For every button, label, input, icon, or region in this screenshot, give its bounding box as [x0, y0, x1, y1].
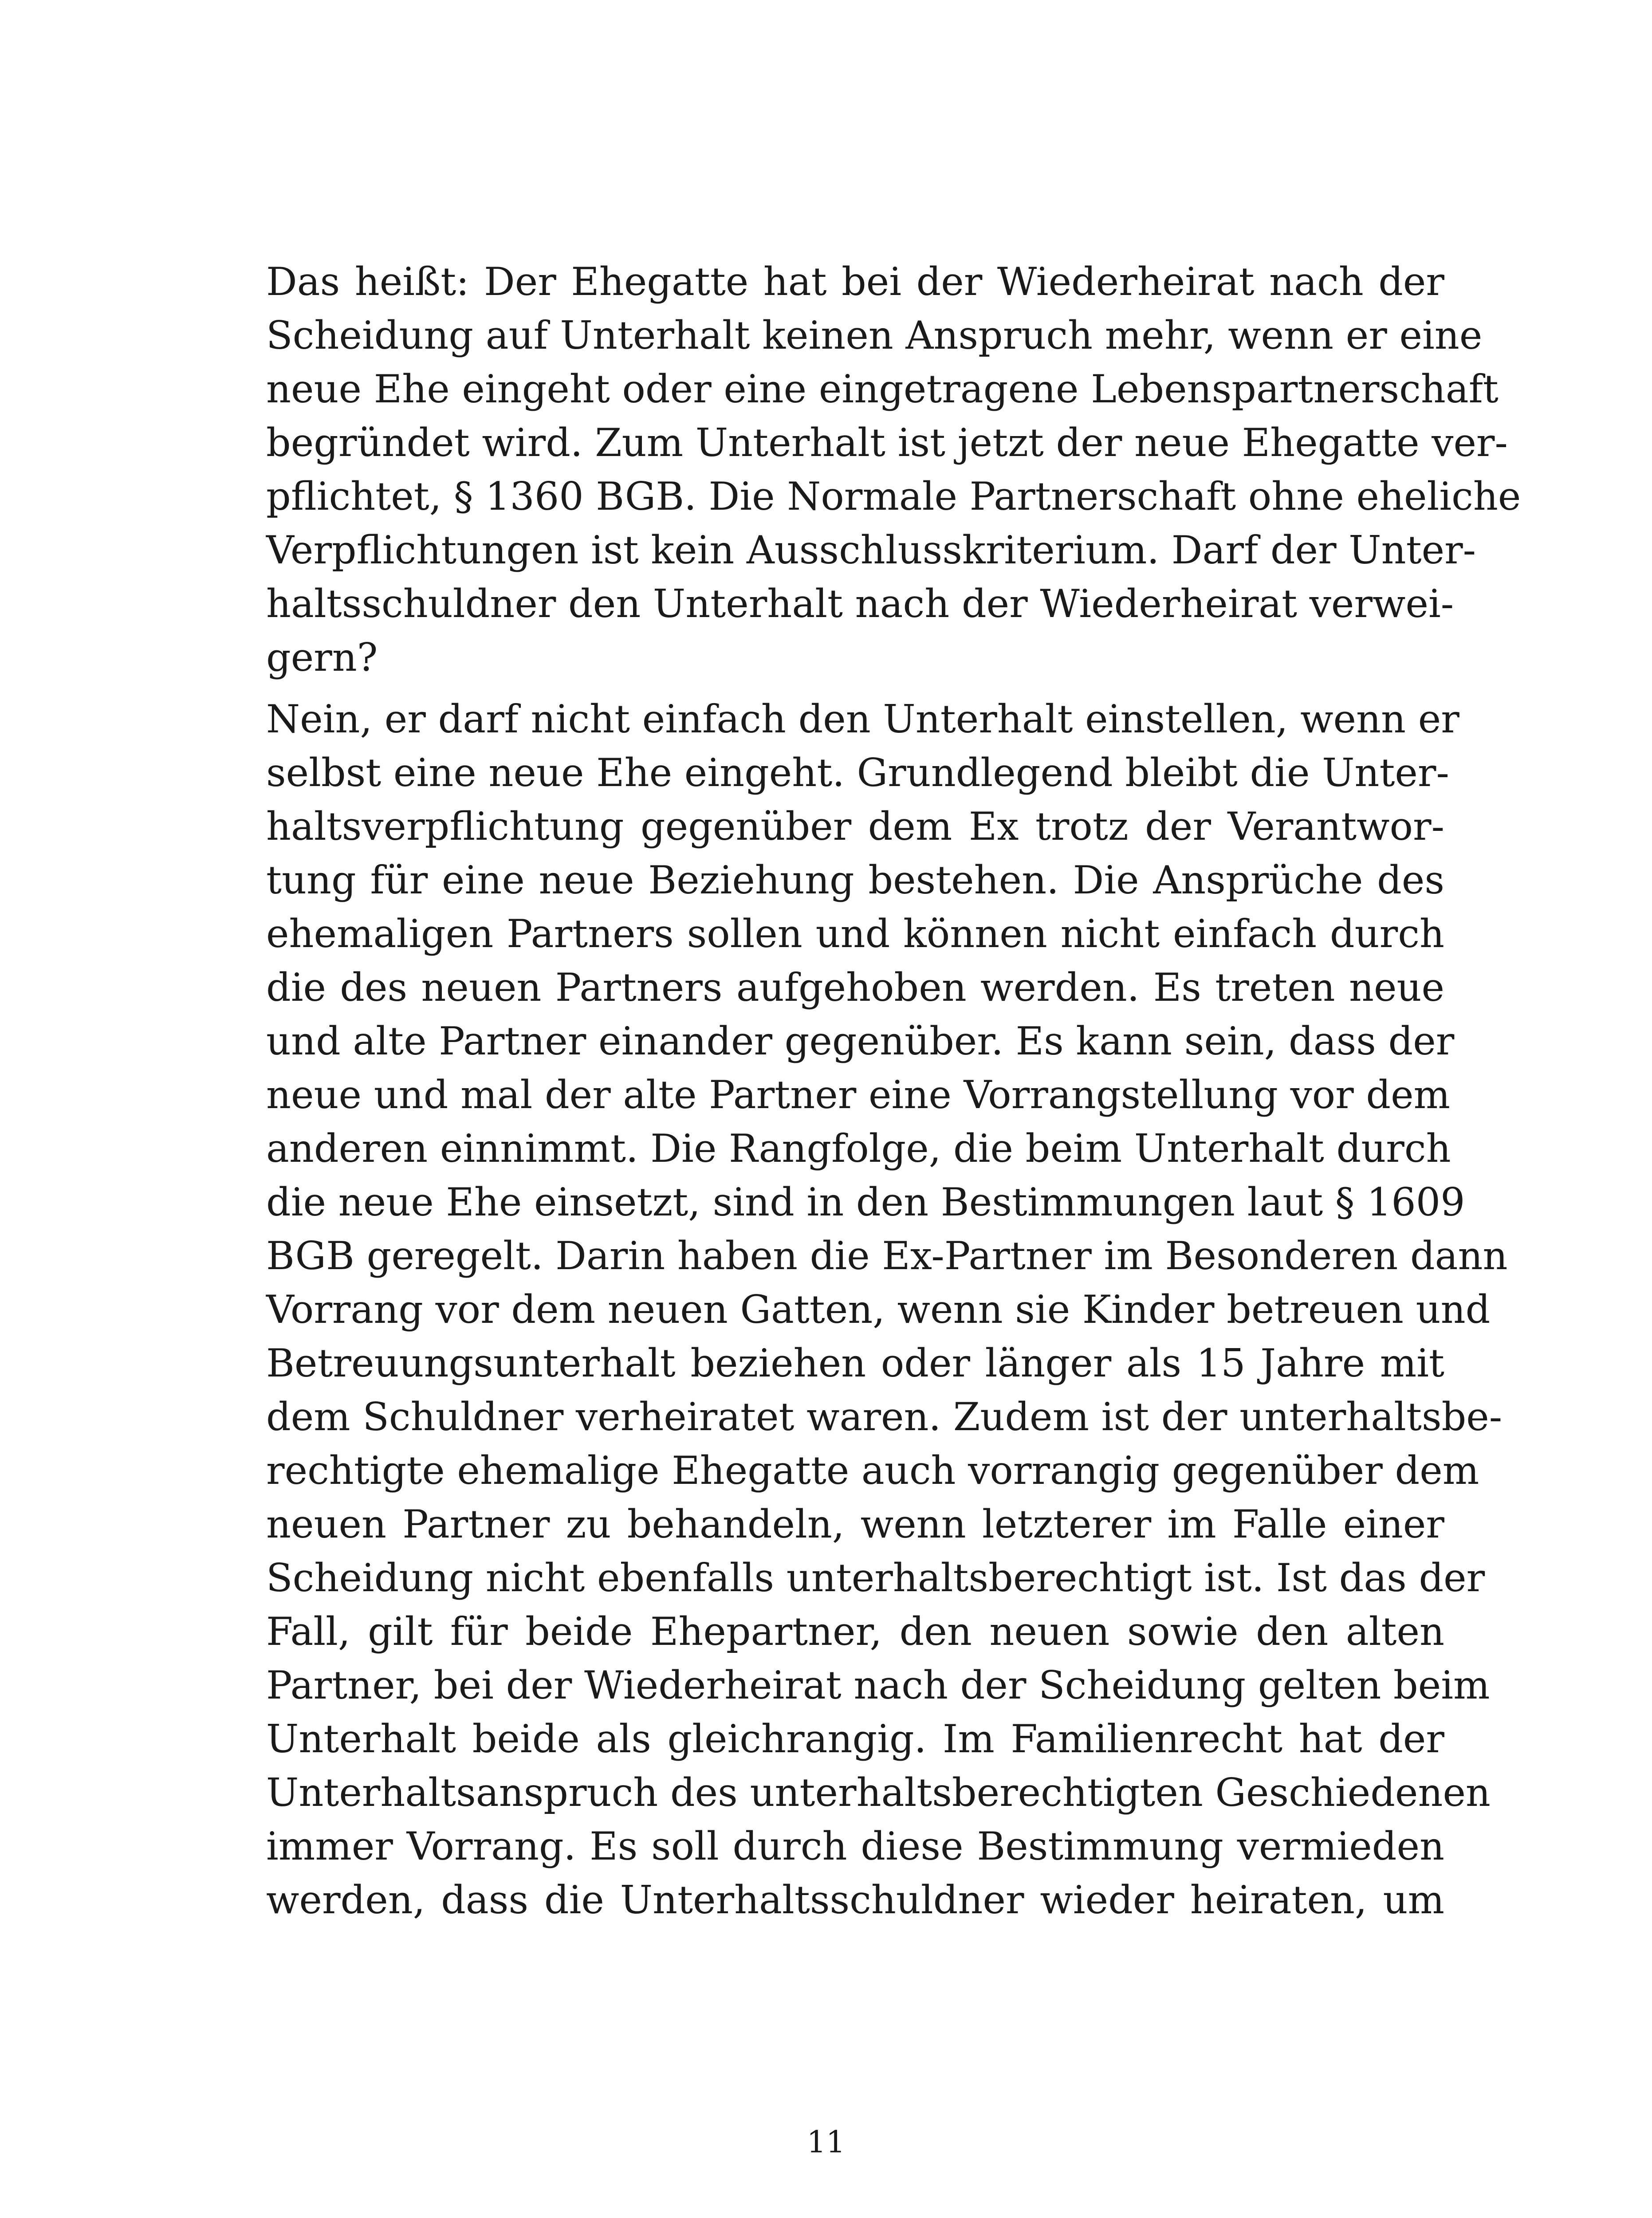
text-line: selbst eine neue Ehe eingeht. Grundlegend bleibt die Unter- — [266, 750, 1449, 795]
text-line: Partner, bei der Wiederheirat nach der Scheidung gelten beim — [266, 1663, 1490, 1708]
text-line: Unterhaltsanspruch des unterhaltsberechtigten Geschiedenen — [266, 1770, 1491, 1815]
text-line: immer Vorrang. Es soll durch diese Bestimmung vermieden — [266, 1824, 1444, 1869]
text-line: pflichtet, § 1360 BGB. Die Normale Partnerschaft ohne eheliche — [266, 474, 1521, 519]
text-line: neue und mal der alte Partner eine Vorrangstellung vor dem — [266, 1072, 1451, 1117]
text-line: BGB geregelt. Darin haben die Ex-Partner im Besonderen dann — [266, 1233, 1508, 1278]
text-line: anderen einnimmt. Die Rangfolge, die beim Unterhalt durch — [266, 1126, 1451, 1171]
text-line: werden, dass die Unterhaltsschuldner wieder heiraten, um — [266, 1877, 1444, 1923]
text-line: Fall, gilt für beide Ehepartner, den neuen sowie den alten — [266, 1609, 1444, 1654]
text-line: neue Ehe eingeht oder eine eingetragene Lebenspartnerschaft — [266, 366, 1499, 412]
text-line: tung für eine neue Beziehung bestehen. Die Ansprüche des — [266, 857, 1444, 903]
body-text — [211, 255, 1521, 1935]
text-line: die des neuen Partners aufgehoben werden. Es treten neue — [266, 965, 1444, 1010]
text-line: gern? — [266, 635, 378, 680]
text-line: Das heißt: Der Ehegatte hat bei der Wiederheirat nach der — [266, 259, 1444, 304]
text-line: rechtigte ehemalige Ehegatte auch vorrangig gegenüber dem — [266, 1448, 1479, 1493]
text-line: haltsschuldner den Unterhalt nach der Wiederheirat verwei- — [266, 581, 1454, 626]
text-line: die neue Ehe einsetzt, sind in den Bestimmungen laut § 1609 — [266, 1180, 1465, 1225]
text-line: Unterhalt beide als gleichrangig. Im Familienrecht hat der — [266, 1716, 1444, 1762]
text-line: Betreuungsunterhalt beziehen oder länger als 15 Jahre mit — [266, 1341, 1444, 1386]
text-line: haltsverpflichtung gegenüber dem Ex trotz der Verantwor- — [266, 804, 1444, 849]
text-line: Verpflichtungen ist kein Ausschlusskriterium. Darf der Unter- — [266, 527, 1476, 573]
text-line: Scheidung nicht ebenfalls unterhaltsberechtigt ist. Ist das der — [266, 1555, 1485, 1601]
paragraph-1 — [211, 255, 1521, 684]
text-line: ehemaligen Partners sollen und können nicht einfach durch — [266, 911, 1444, 956]
text-line: neuen Partner zu behandeln, wenn letzterer im Falle einer — [266, 1502, 1444, 1547]
paragraph-2 — [211, 692, 1508, 1927]
text-line: Nein, er darf nicht einfach den Unterhalt einstellen, wenn er — [266, 696, 1459, 742]
text-line: Scheidung auf Unterhalt keinen Anspruch mehr, wenn er eine — [266, 313, 1483, 358]
text-line: Vorrang vor dem neuen Gatten, wenn sie Kinder betreuen und — [266, 1287, 1491, 1332]
text-line: und alte Partner einander gegenüber. Es kann sein, dass der — [266, 1019, 1455, 1064]
text-line: dem Schuldner verheiratet waren. Zudem ist der unterhaltsbe- — [266, 1394, 1503, 1439]
page-number: 11 — [806, 2125, 846, 2160]
text-line: begründet wird. Zum Unterhalt ist jetzt der neue Ehegatte ver- — [266, 420, 1508, 465]
